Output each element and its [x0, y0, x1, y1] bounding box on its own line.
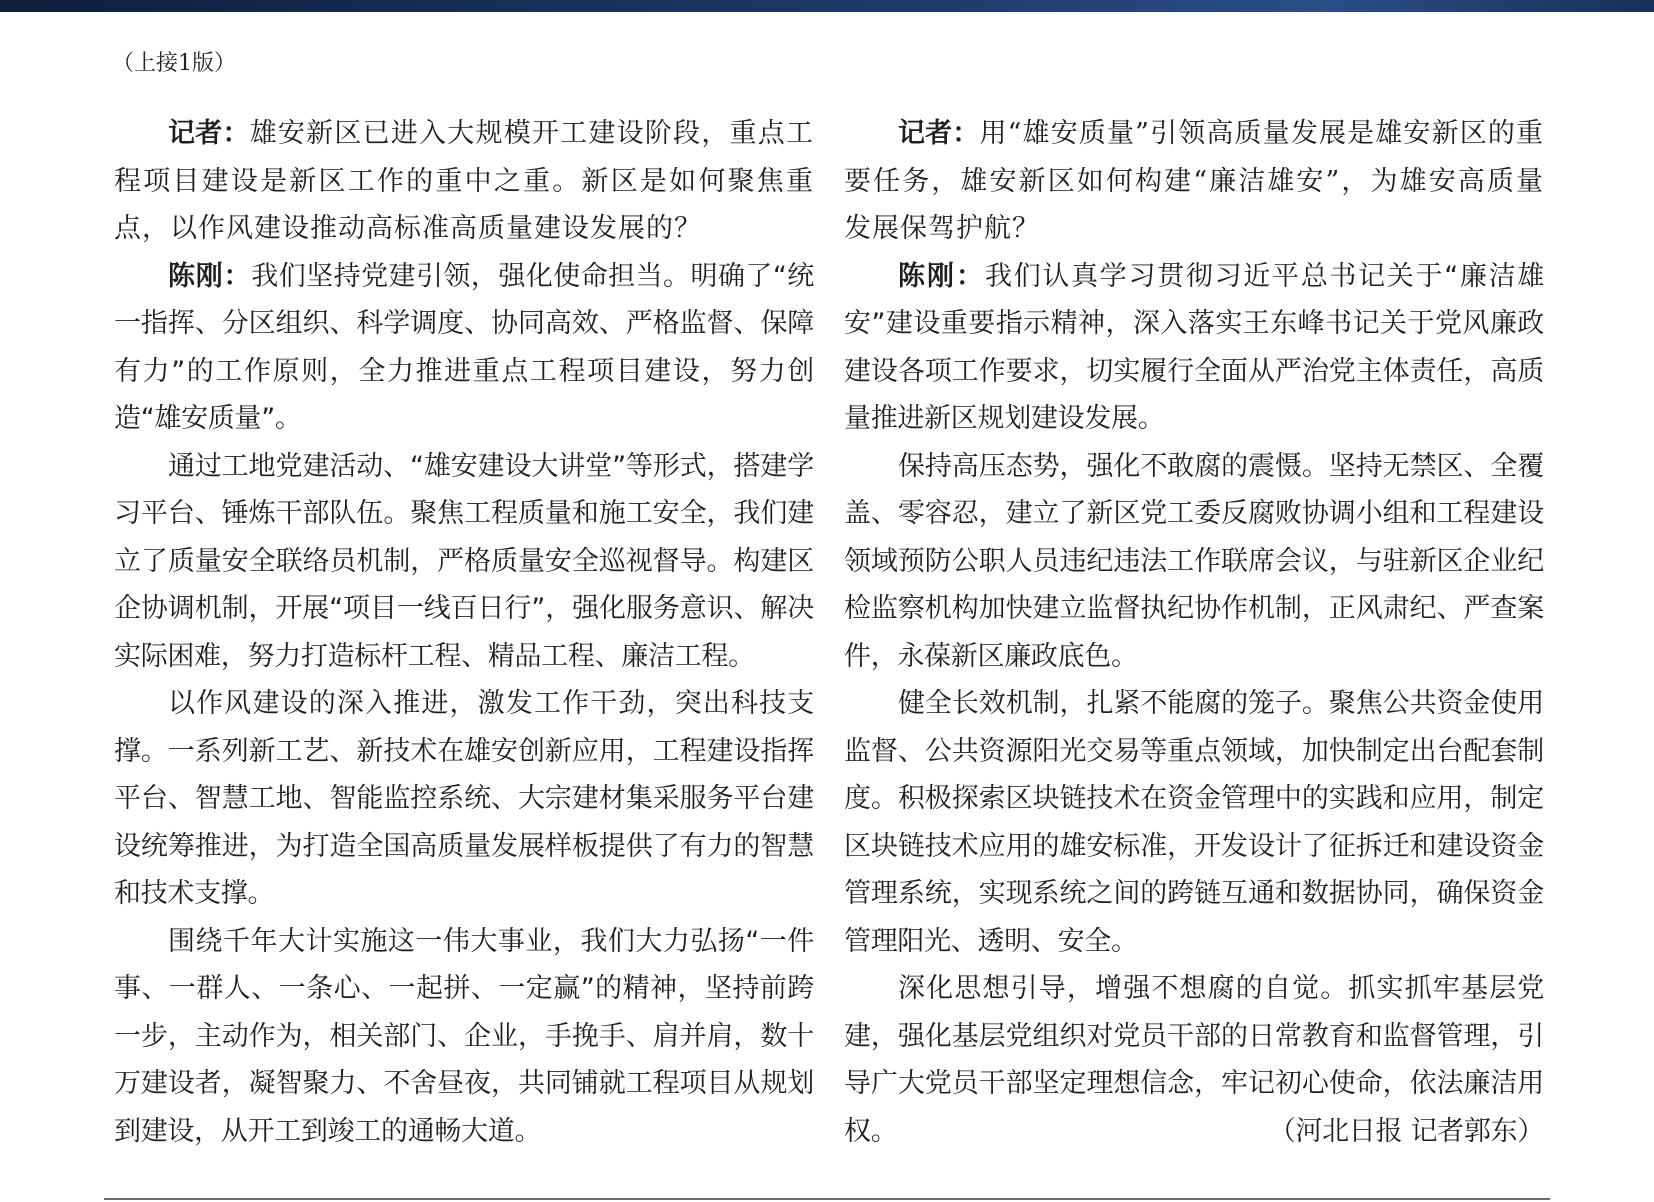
body-paragraph: 健全长效机制，扎紧不能腐的笼子。聚焦公共资金使用监督、公共资源阳光交易等重点领域，加快制定出台配套制度。积极探索区块链技术在资金管理中的实践和应用，制定区块链技术应用的雄安标准，开发设计了征拆迁和建设资金管理系统，实现系统之间的跨链互通和数据协同，确保资金管理阳光、透明、安全。 — [844, 688, 1544, 957]
answer-paragraph — [844, 253, 1544, 443]
top-color-bar — [0, 0, 1654, 12]
bottom-divider — [104, 1198, 1550, 1200]
right-column — [844, 110, 1544, 1155]
body-paragraph: 以作风建设的深入推进，激发工作干劲，突出科技支撑。一系列新工艺、新技术在雄安创新应用，工程建设指挥平台、智慧工地、智能监控系统、大宗建材集采服务平台建设统筹推进，为打造全国高质量发展样板提供了有力的智慧和技术支撑。 — [114, 688, 814, 909]
answer-text: 我们坚持党建引领，强化使命担当。明确了“统一指挥、分区组织、科学调度、协同高效、严格监督、保障有力”的工作原则，全力推进重点工程项目建设，努力创造“雄安质量”。 — [114, 260, 815, 434]
speaker-label: 陈刚： — [898, 260, 985, 292]
question-text: 用“雄安质量”引领高质量发展是雄安新区的重要任务，雄安新区如何构建“廉洁雄安”，为雄安高质量发展保驾护航？ — [844, 118, 1545, 244]
continued-from-label: （上接1版） — [112, 51, 236, 76]
body-paragraph — [844, 965, 1544, 1155]
question-text: 雄安新区已进入大规模开工建设阶段，重点工程项目建设是新区工作的重中之重。新区是如何聚焦重点，以作风建设推动高标准高质量建设发展的？ — [114, 118, 815, 244]
speaker-label: 陈刚： — [168, 260, 252, 292]
body-paragraph: 保持高压态势，强化不敢腐的震慑。坚持无禁区、全覆盖、零容忍，建立了新区党工委反腐败协调小组和工程建设领域预防公职人员违纪违法工作联席会议，与驻新区企业纪检监察机构加快建立监督执纪协作机制，正风肃纪、严查案件，永葆新区廉政底色。 — [844, 450, 1544, 672]
speaker-label: 记者： — [898, 118, 980, 149]
body-paragraph: 围绕千年大计实施这一伟大事业，我们大力弘扬“一件事、一群人、一条心、一起拼、一定赢”的精神，坚持前跨一步，主动作为，相关部门、企业，手挽手、肩并肩，数十万建设者，凝智聚力、不舍昼夜，共同铺就工程项目从规划到建设，从开工到竣工的通畅大道。 — [114, 925, 814, 1147]
question-paragraph — [114, 110, 814, 253]
byline-credit: （河北日报 记者郭东） — [1268, 1115, 1544, 1147]
closing-text: 深化思想引导，增强不想腐的自觉。抓实抓牢基层党建，强化基层党组织对党员干部的日常教育和监督管理，引导广大党员干部坚定理想信念，牢记初心使命，依法廉洁用权。 — [844, 973, 1544, 1147]
answer-paragraph — [114, 253, 814, 443]
answer-text: 我们认真学习贯彻习近平总书记关于“廉洁雄安”建设重要指示精神，深入落实王东峰书记关于党风廉政建设各项工作要求，切实履行全面从严治党主体责任，高质量推进新区规划建设发展。 — [844, 260, 1544, 434]
question-paragraph — [844, 110, 1544, 253]
body-paragraph: 通过工地党建活动、“雄安建设大讲堂”等形式，搭建学习平台、锤炼干部队伍。聚焦工程质量和施工安全，我们建立了质量安全联络员机制，严格质量安全巡视督导。构建区企协调机制，开展“项目一线百日行”，强化服务意识、解决实际困难，努力打造标杆工程、精品工程、廉洁工程。 — [114, 450, 814, 672]
left-column — [114, 110, 814, 1155]
speaker-label: 记者： — [168, 118, 250, 149]
